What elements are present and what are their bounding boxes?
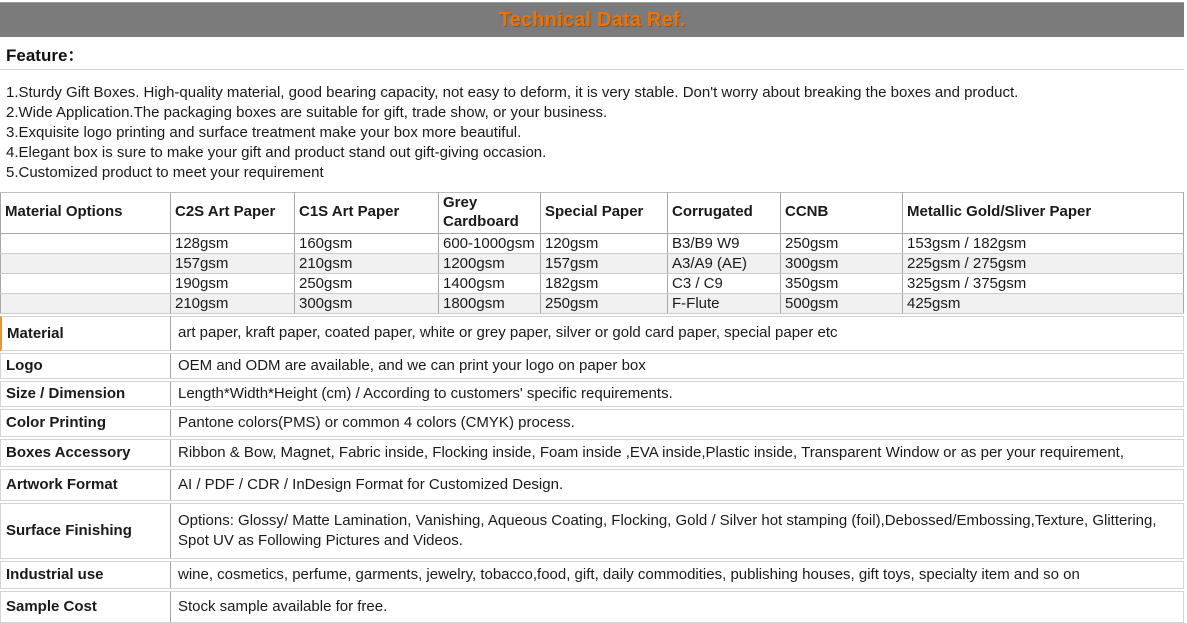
feature-item: 2.Wide Application.The packaging boxes are suitable for gift, trade show, or your business. [6,104,608,121]
table-row [1,253,1184,273]
table-cell: 325gsm / 375gsm [903,273,1184,293]
table-cell [1,233,171,253]
spec-label: Sample Cost [1,592,171,622]
column-header-c2s-art-paper: C2S Art Paper [171,193,295,234]
table-cell: 153gsm / 182gsm [903,233,1184,253]
materials-header-row [1,193,1184,234]
feature-item: 4.Elegant box is sure to make your gift and product stand out gift-giving occasion. [6,144,547,161]
spec-row-sample-cost [0,591,1184,623]
column-header-special-paper: Special Paper [541,193,668,234]
table-cell: 1200gsm [439,253,541,273]
spec-label: Boxes Accessory [1,440,171,466]
table-cell: F-Flute [668,293,781,313]
spec-label: Artwork Format [1,470,171,500]
column-header-grey-cardboard: Grey Cardboard [439,193,541,234]
table-cell: 1400gsm [439,273,541,293]
column-header-ccnb: CCNB [781,193,903,234]
feature-heading-row [0,37,1184,70]
table-cell [1,293,171,313]
spec-value: OEM and ODM are available, and we can print your logo on paper box [178,356,646,374]
table-cell: 160gsm [295,233,439,253]
table-cell: 225gsm / 275gsm [903,253,1184,273]
table-cell: 250gsm [781,233,903,253]
spec-value: Pantone colors(PMS) or common 4 colors (CMYK) process. [178,413,575,431]
spec-value: Ribbon & Bow, Magnet, Fabric inside, Flocking inside, Foam inside ,EVA inside,Plastic inside, Transparent Window or as per your requirement, [178,443,1125,461]
table-cell: 250gsm [541,293,668,313]
table-cell: A3/A9 (AE) [668,253,781,273]
spec-row-surface-finishing [0,503,1184,559]
spec-value: art paper, kraft paper, coated paper, white or grey paper, silver or gold card paper, special paper etc [178,324,838,341]
spec-label: Logo [1,354,171,378]
table-cell: 120gsm [541,233,668,253]
table-cell: 182gsm [541,273,668,293]
table-row [1,233,1184,253]
table-cell: 157gsm [541,253,668,273]
table-cell: C3 / C9 [668,273,781,293]
table-row [1,273,1184,293]
spec-label: Material [2,317,171,350]
spec-table [0,316,1184,623]
materials-table [0,192,1184,314]
spec-row-material [0,316,1184,351]
column-header-corrugated: Corrugated [668,193,781,234]
table-cell: 210gsm [295,253,439,273]
feature-item: 5.Customized product to meet your requirement [6,164,324,181]
feature-list [0,70,1184,183]
table-cell [1,273,171,293]
column-header-metallic-paper: Metallic Gold/Sliver Paper [903,193,1184,234]
feature-item: 3.Exquisite logo printing and surface treatment make your box more beautiful. [6,124,522,141]
feature-heading: Feature： [6,45,85,65]
table-cell: 1800gsm [439,293,541,313]
table-cell: 210gsm [171,293,295,313]
table-cell: 190gsm [171,273,295,293]
spec-value: AI / PDF / CDR / InDesign Format for Customized Design. [178,475,564,493]
spec-label: Size / Dimension [1,382,171,406]
column-header-c1s-art-paper: C1S Art Paper [295,193,439,234]
spec-row-industrial-use [0,561,1184,589]
table-cell: 300gsm [295,293,439,313]
feature-item: 1.Sturdy Gift Boxes. High-quality material, good bearing capacity, not easy to deform, it is very stable. Don't worry about breaking the boxes and product. [6,84,1019,101]
spec-label: Surface Finishing [1,504,171,558]
table-cell: 157gsm [171,253,295,273]
spec-value: Length*Width*Height (cm) / According to customers' specific requirements. [178,384,673,402]
table-cell: 600-1000gsm [439,233,541,253]
table-row [1,293,1184,313]
spec-row-color-printing [0,409,1184,437]
table-cell: B3/B9 W9 [668,233,781,253]
spec-value: wine, cosmetics, perfume, garments, jewelry, tobacco,food, gift, daily commodities, publishing houses, gift toys, specialty item and so on [178,565,1080,583]
spec-row-size-dimension [0,381,1184,407]
table-cell: 350gsm [781,273,903,293]
table-cell: 300gsm [781,253,903,273]
table-cell: 425gsm [903,293,1184,313]
spec-value: Options: Glossy/ Matte Lamination, Vanishing, Aqueous Coating, Flocking, Gold / Silver hot stamping (foil),Debossed/Embossing,Texture, Glittering, Spot UV as Following Pictures and Videos. [178,511,1157,549]
table-cell: 500gsm [781,293,903,313]
table-cell [1,253,171,273]
spec-row-artwork-format [0,469,1184,501]
spec-label: Industrial use [1,562,171,588]
spec-row-logo [0,353,1184,379]
spec-value: Stock sample available for free. [178,597,388,615]
title-bar [0,2,1184,37]
column-header-material-options: Material Options [1,193,171,234]
table-cell: 250gsm [295,273,439,293]
table-cell: 128gsm [171,233,295,253]
spec-label: Color Printing [1,410,171,436]
spec-row-boxes-accessory [0,439,1184,467]
page-title: Technical Data Ref. [498,8,686,31]
